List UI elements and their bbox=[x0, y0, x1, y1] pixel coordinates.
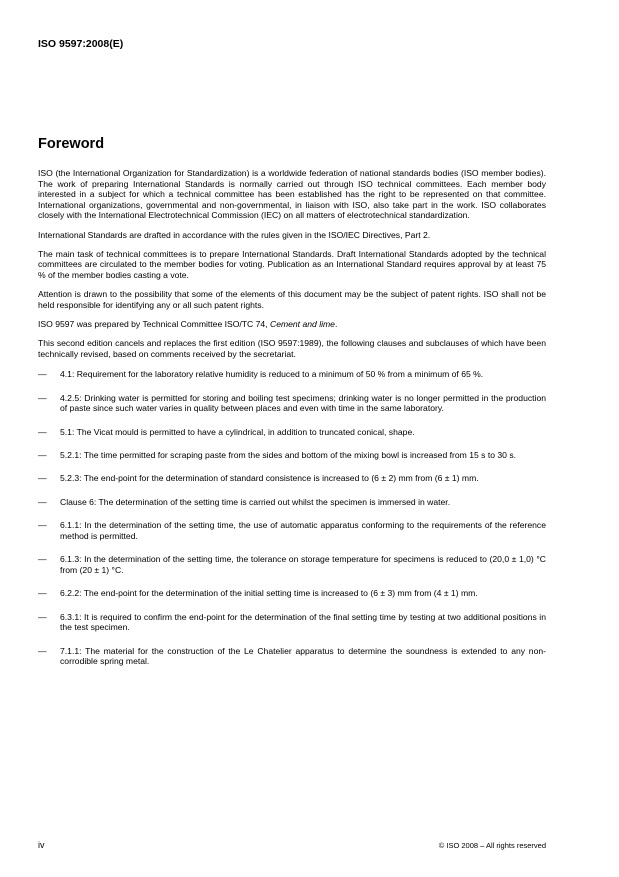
list-item-text: 6.1.1: In the determination of the setting time, the use of automatic apparatus conforming to the requirements of the reference method is permitted. bbox=[60, 520, 546, 541]
list-item-text: 5.2.1: The time permitted for scraping paste from the sides and bottom of the mixing bowl is increased from 15 s to 30 s. bbox=[60, 450, 517, 461]
list-item-text: 6.2.2: The end-point for the determination of the initial setting time is increased to (6 ± 3) mm from (4 ± 1) mm. bbox=[60, 588, 478, 599]
dash-bullet: — bbox=[38, 473, 47, 484]
list-item bbox=[38, 520, 546, 541]
list-item-text: 4.1: Requirement for the laboratory relative humidity is reduced to a minimum of 50 % from a minimum of 65 %. bbox=[60, 369, 484, 380]
list-item bbox=[38, 612, 546, 633]
committee-name: Cement and lime bbox=[269, 318, 335, 329]
list-item-text: 6.3.1: It is required to confirm the end-point for the determination of the final setting time by testing at two additional positions in the test specimen. bbox=[60, 611, 546, 633]
dash-bullet: — bbox=[38, 450, 47, 461]
paragraph-prepared-by bbox=[38, 319, 546, 330]
list-item-text: 6.1.3: In the determination of the setting time, the tolerance on storage temperature for specimens is reduced to (20,0 ± 1,0) °C from (20 ± 1) °C. bbox=[60, 554, 546, 575]
dash-bullet: — bbox=[38, 554, 47, 565]
list-item bbox=[38, 450, 546, 461]
list-item-text: 5.2.3: The end-point for the determination of standard consistence is increased to (6 ± 2) mm from (6 ± 1) mm. bbox=[60, 473, 479, 484]
dash-bullet: — bbox=[38, 520, 47, 531]
foreword-body bbox=[38, 168, 546, 680]
paragraph-iso-intro: ISO (the International Organization for Standardization) is a worldwide federation of national standards bodies (ISO member bodies). The work of preparing International Standards is normally carried out through ISO technical committees. Each member body interested in a subject for which a technical committee has been established has the right to be represented on that committee. International organizations, governmental and non-governmental, in liaison with ISO, also take part in the work. ISO collaborates closely with the International Electrotechnical Commission (IEC) on all matters of electrotechnical standardization. bbox=[38, 168, 546, 221]
list-item bbox=[38, 497, 546, 508]
list-item-text: 4.2.5: Drinking water is permitted for storing and boiling test specimens; drinking water is no longer permitted in the production of paste since such water varies in quality between places and even with time in the same laboratory. bbox=[60, 392, 546, 414]
list-item bbox=[38, 646, 546, 667]
dash-bullet: — bbox=[38, 426, 47, 437]
dash-bullet: — bbox=[38, 588, 47, 599]
revision-list bbox=[38, 369, 546, 666]
page-title: Foreword bbox=[38, 136, 105, 152]
copyright-notice: © ISO 2008 – All rights reserved bbox=[438, 841, 546, 850]
dash-bullet: — bbox=[38, 369, 47, 380]
list-item bbox=[38, 588, 546, 599]
paragraph-directives: International Standards are drafted in accordance with the rules given in the ISO/IEC Directives, Part 2. bbox=[38, 229, 431, 240]
dash-bullet: — bbox=[38, 611, 47, 622]
dash-bullet: — bbox=[38, 392, 47, 403]
dash-bullet: — bbox=[38, 496, 47, 507]
paragraph-main-task: The main task of technical committees is to prepare International Standards. Draft International Standards adopted by the technical committees are circulated to the member bodies for voting. Publication as an International Standard requires approval by at least 75 % of the member bodies casting a vote. bbox=[38, 248, 546, 280]
paragraph-patent-rights: Attention is drawn to the possibility that some of the elements of this document may be the subject of patent rights. ISO shall not be held responsible for identifying any or all such patent rights. bbox=[38, 289, 546, 310]
list-item bbox=[38, 554, 546, 575]
dash-bullet: — bbox=[38, 645, 47, 656]
paragraph-second-edition: This second edition cancels and replaces the first edition (ISO 9597:1989), the following clauses and subclauses of which have been technically revised, based on comments received by the secretariat. bbox=[38, 338, 546, 359]
document-id: ISO 9597:2008(E) bbox=[38, 38, 124, 50]
list-item bbox=[38, 369, 546, 380]
prepared-by-period: . bbox=[334, 318, 338, 329]
list-item bbox=[38, 393, 546, 414]
page-number: iv bbox=[38, 840, 45, 850]
list-item-text: Clause 6: The determination of the setting time is carried out whilst the specimen is immersed in water. bbox=[60, 496, 451, 507]
list-item bbox=[38, 473, 546, 484]
prepared-by-text: ISO 9597 was prepared by Technical Committee ISO/TC 74, bbox=[38, 318, 270, 329]
list-item bbox=[38, 427, 546, 438]
list-item-text: 5.1: The Vicat mould is permitted to have a cylindrical, in addition to truncated conical, shape. bbox=[60, 426, 415, 437]
list-item-text: 7.1.1: The material for the construction of the Le Chatelier apparatus to determine the soundness is extended to any non-corrodible spring metal. bbox=[60, 645, 546, 667]
